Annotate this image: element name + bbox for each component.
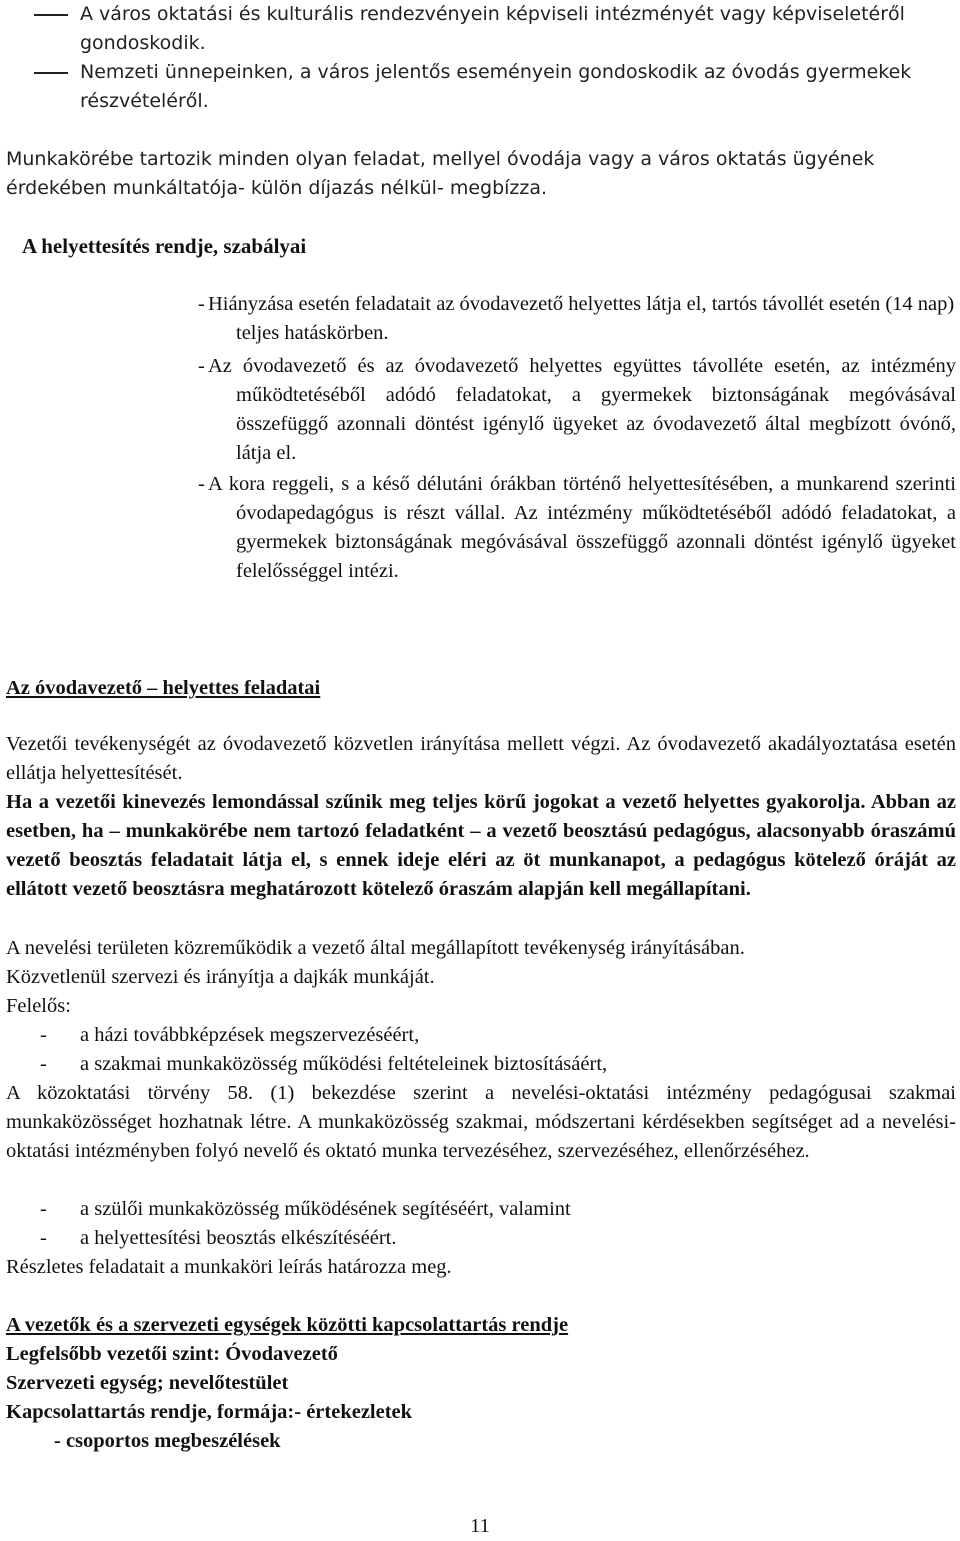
list-item: - a házi továbbképzések megszervezéséért, bbox=[6, 1021, 946, 1050]
list-item-text: a szakmai munkaközösség működési feltételeinek biztosításáért, bbox=[80, 1053, 608, 1075]
deputy-paragraph-2: A nevelési területen közreműködik a vezető által megállapított tevékenység irányításában. bbox=[6, 937, 745, 959]
list-item: - a szakmai munkaközösség működési feltételeinek biztosításáért, bbox=[6, 1050, 946, 1079]
list-item bbox=[28, 0, 948, 58]
law-paragraph: A közoktatási törvény 58. (1) bekezdése szerint a nevelési-oktatási intézmény pedagógusai szakmai munkaközösséget hozhatnak létre. A munkaközösség szakmai, módszertani kérdésekben segítséget ad a nevelési-oktatási intézményben folyó nevelő és oktató munka tervezéséhez, szervezéséhez, ellenőrzéséhez. bbox=[6, 1082, 956, 1162]
list-item: - A kora reggeli, s a késő délutáni órákban történő helyettesítésében, a munkarend szerinti óvodapedagógus is részt vállal. Az intézmény működtetéséből adódó feladatokat, a gyermekek biztonságának megóvásával összefüggő azonnali döntést igénylő ügyeket felelősséggel intézi. bbox=[198, 470, 956, 586]
list-item-text: Nemzeti ünnepeinken, a város jelentős eseményein gondoskodik az óvodás gyermekek részvételéről. bbox=[80, 61, 912, 112]
list-item-text: a szülői munkaközösség működésének segítéséért, valamint bbox=[80, 1198, 571, 1220]
deputy-bold-paragraph: Ha a vezetői kinevezés lemondással szűnik meg teljes körű jogokat a vezető helyettes gyakorolja. Abban az esetben, ha – munkakörébe nem tartozó feladatként – a vezető beosztású pedagógus, alacsonyabb óraszámú vezető beosztás feladatait látja el, s ennek ideje eléri az öt munkanapot, a pedagógus kötelező óráját az ellátott vezető beosztásra meghatározott kötelező óraszám alapján kell megállapítani. bbox=[6, 791, 956, 900]
page-number: 11 bbox=[470, 1515, 490, 1537]
relations-heading: A vezetők és a szervezeti egységek közötti kapcsolattartás rendje bbox=[6, 1314, 569, 1336]
closing-paragraph: Részletes feladatait a munkaköri leírás határozza meg. bbox=[6, 1256, 452, 1278]
dash-marker bbox=[34, 72, 68, 74]
responsible-label: Felelős: bbox=[6, 995, 71, 1017]
relations-line: Szervezeti egység; nevelőtestület bbox=[6, 1372, 289, 1394]
list-item bbox=[28, 58, 948, 116]
list-item-text: A város oktatási és kulturális rendezvényein képviseli intézményét vagy képviseletéről gondoskodik. bbox=[80, 3, 905, 54]
list-item: - a helyettesítési beosztás elkészítéséért. bbox=[6, 1224, 946, 1253]
list-item-text: a házi továbbképzések megszervezéséért, bbox=[80, 1024, 420, 1046]
dash-marker bbox=[34, 14, 68, 16]
list-item-text: Hiányzása esetén feladatait az óvodavezető helyettes látja el, tartós távollét esetén (14 nap) teljes hatáskörben. bbox=[208, 293, 955, 344]
list-item-text: A kora reggeli, s a késő délutáni órákban történő helyettesítésében, a munkarend szerinti óvodapedagógus is részt vállal. Az intézmény működtetéséből adódó feladatokat, a gyermekek biztonságának megóvásával összefüggő azonnali döntést igénylő ügyeket felelősséggel intézi. bbox=[208, 473, 956, 582]
relations-line: Kapcsolattartás rendje, formája:- értekezletek bbox=[6, 1401, 413, 1423]
relations-line: Legfelsőbb vezetői szint: Óvodavezető bbox=[6, 1343, 338, 1365]
list-item: - Hiányzása esetén feladatait az óvodavezető helyettes látja el, tartós távollét esetén (14 nap) teljes hatáskörben. bbox=[198, 290, 956, 348]
duties-paragraph: Munkakörébe tartozik minden olyan feladat, mellyel óvodája vagy a város oktatás ügyének érdekében munkáltatója- külön díjazás nélkül- megbízza. bbox=[6, 148, 875, 199]
list-item-text: Az óvodavezető és az óvodavezető helyettes együttes távolléte esetén, az intézmény működtetéséből adódó feladatokat, a gyermekek biztonságának megóvásával összefüggő azonnali döntést igénylő ügyeket az óvodavezető által megbízott óvónő, látja el. bbox=[208, 355, 956, 464]
relations-line: - csoportos megbeszélések bbox=[54, 1430, 281, 1452]
list-item: - a szülői munkaközösség működésének segítéséért, valamint bbox=[6, 1195, 946, 1224]
deputy-heading: Az óvodavezető – helyettes feladatai bbox=[6, 677, 321, 699]
deputy-paragraph-1: Vezetői tevékenységét az óvodavezető közvetlen irányítása mellett végzi. Az óvodavezető akadályoztatása esetén ellátja helyettesítését. bbox=[6, 733, 956, 784]
list-item-text: a helyettesítési beosztás elkészítéséért. bbox=[80, 1227, 397, 1249]
list-item: - Az óvodavezető és az óvodavezető helyettes együttes távolléte esetén, az intézmény működtetéséből adódó feladatokat, a gyermekek biztonságának megóvásával összefüggő azonnali döntést igénylő ügyeket az óvodavezető által megbízott óvónő, látja el. bbox=[198, 352, 956, 468]
substitution-heading: A helyettesítés rendje, szabályai bbox=[22, 234, 307, 258]
deputy-paragraph-3: Közvetlenül szervezi és irányítja a dajkák munkáját. bbox=[6, 966, 435, 988]
